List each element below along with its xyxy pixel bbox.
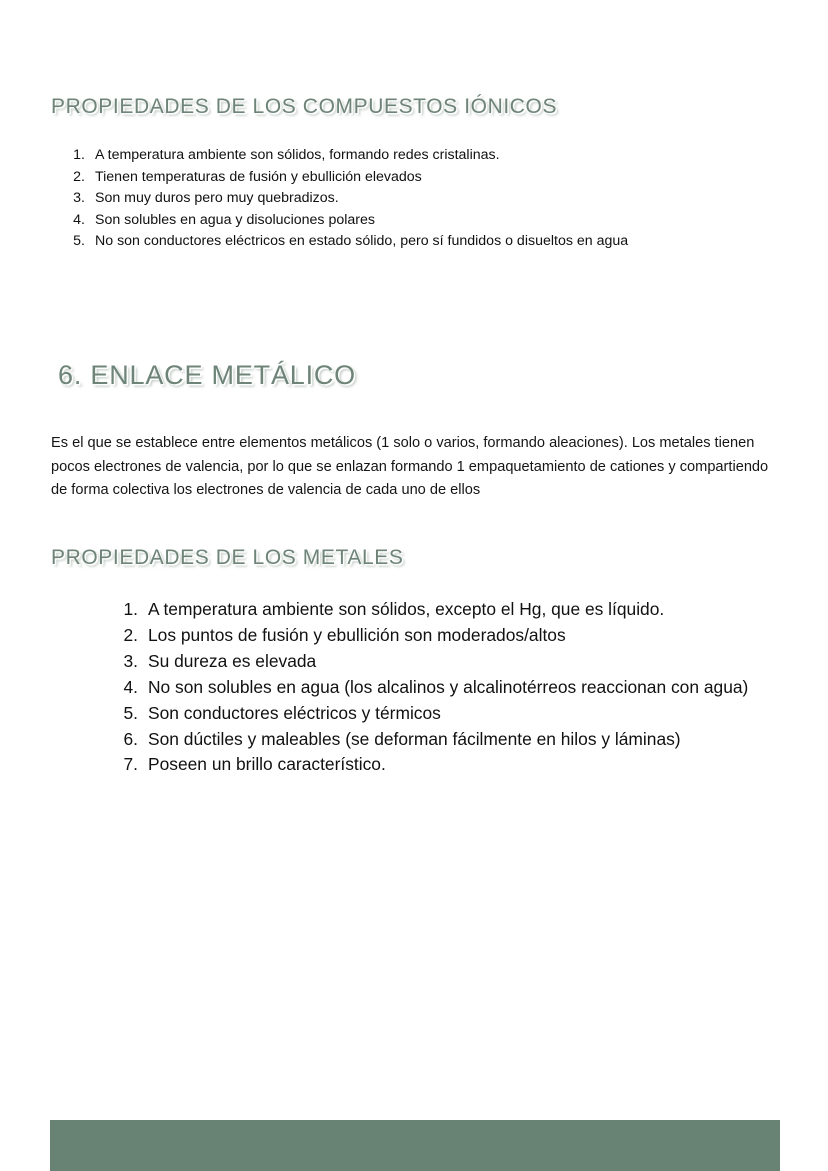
list-item-label: Tienen temperaturas de fusión y ebullición elevados	[95, 168, 422, 185]
list-item-label: No son solubles en agua (los alcalinos y alcalinotérreos reaccionan con agua)	[148, 676, 749, 697]
list-item-number: 3.	[123, 650, 138, 671]
list-item-number: 5.	[73, 233, 85, 250]
list-item-label: Son muy duros pero muy quebradizos.	[95, 190, 339, 207]
list-item-label: Son conductores eléctricos y térmicos	[148, 702, 441, 723]
list-item-number: 4.	[73, 211, 85, 228]
list-item-number: 1.	[123, 599, 138, 619]
list-item-label: A temperatura ambiente son sólidos, excepto el Hg, que es líquido.	[148, 599, 665, 619]
list-item	[68, 145, 768, 167]
list-item	[120, 623, 780, 648]
list-item-label: Poseen un brillo característico.	[148, 754, 386, 775]
list-metal-properties	[120, 597, 780, 778]
list-item	[120, 727, 780, 752]
list-item	[120, 597, 780, 622]
list-ionic-compound-properties	[68, 145, 768, 253]
list-item	[120, 675, 780, 700]
list-item	[120, 752, 780, 777]
list-item-label: Los puntos de fusión y ebullición son moderados/altos	[148, 624, 566, 645]
list-item-label: Su dureza es elevada	[148, 650, 317, 671]
list-item-label: Son solubles en agua y disoluciones polares	[95, 211, 375, 228]
list-item	[68, 188, 768, 210]
list-item	[68, 231, 768, 253]
list-item	[68, 210, 768, 232]
footer-bar	[50, 1120, 780, 1171]
list-item-number: 3.	[73, 190, 85, 207]
list-item-number: 2.	[123, 624, 138, 645]
heading-metal-properties: PROPIEDADES DE LOS METALES	[51, 546, 404, 569]
list-item-label: Son dúctiles y maleables (se deforman fácilmente en hilos y láminas)	[148, 728, 681, 749]
list-item-label: A temperatura ambiente son sólidos, formando redes cristalinas.	[95, 147, 500, 163]
list-item-number: 1.	[73, 147, 85, 163]
list-item-number: 5.	[123, 702, 138, 723]
list-item-number: 6.	[123, 728, 138, 749]
list-item-label: No son conductores eléctricos en estado sólido, pero sí fundidos o disueltos en agua	[95, 233, 629, 250]
heading-ionic-compound-properties: PROPIEDADES DE LOS COMPUESTOS IÓNICOS	[51, 95, 558, 118]
list-item-number: 7.	[123, 754, 138, 775]
list-item	[120, 649, 780, 674]
list-item-number: 4.	[123, 676, 138, 697]
list-item	[120, 701, 780, 726]
heading-metallic-bond: 6. ENLACE METÁLICO	[58, 360, 356, 390]
paragraph-metallic-bond-definition: Es el que se establece entre elementos metálicos (1 solo o varios, formando aleaciones). Los metales tienen pocos electrones de valencia, por lo que se enlazan formando 1 empaquetamiento de cationes y compartiendo de forma colectiva los electrones de valencia de cada uno de ellos	[51, 435, 769, 498]
list-item-number: 2.	[73, 168, 85, 185]
list-item	[68, 167, 768, 189]
